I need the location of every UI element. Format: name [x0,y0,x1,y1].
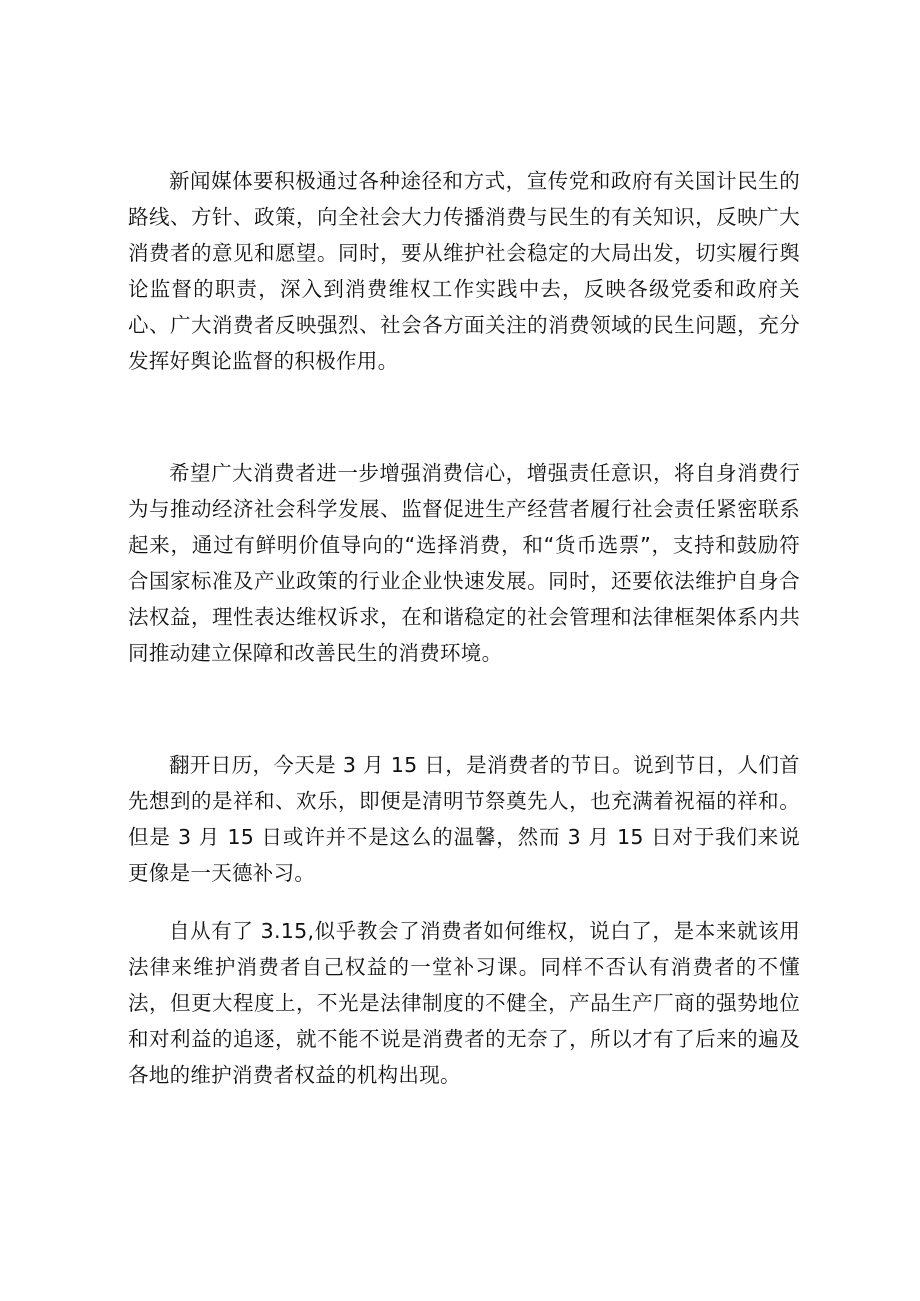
paragraph-march-15: 翻开日历，今天是 3 月 15 日，是消费者的节日。说到节日，人们首先想到的是祥和、欢乐，即便是清明节祭奠先人，也充满着祝福的祥和。但是 3 月 15 日或许并不是这么的温馨，然而 3 月 15 日对于我们来说更像是一天德补习。 [128,753,800,885]
paragraph-consumer-confidence: 希望广大消费者进一步增强消费信心，增强责任意识，将自身消费行为与推动经济社会科学发展、监督促进生产经营者履行社会责任紧密联系起来，通过有鲜明价值导向的“选择消费，和“货币选票”，支持和鼓励符合国家标准及产业政策的行业企业快速发展。同时，还要依法维护自身合法权益，理性表达维权诉求，在和谐稳定的社会管理和法律框架体系内共同推动建立保障和改善民生的消费环境。 [128,461,800,665]
paragraph-rights-protection: 自从有了 3.15,似乎教会了消费者如何维权，说白了，是本来就该用法律来维护消费者自己权益的一堂补习课。同样不否认有消费者的不懂法，但更大程度上，不光是法律制度的不健全，产品生产厂商的强势地位和对利益的追逐，就不能不说是消费者的无奈了，所以才有了后来的遍及各地的维护消费者权益的机构出现。 [128,919,800,1087]
paragraph-media-supervision: 新闻媒体要积极通过各种途径和方式，宣传党和政府有关国计民生的路线、方针、政策，向全社会大力传播消费与民生的有关知识，反映广大消费者的意见和愿望。同时，要从维护社会稳定的大局出发，切实履行舆论监督的职责，深入到消费维权工作实践中去，反映各级党委和政府关心、广大消费者反映强烈、社会各方面关注的消费领域的民生问题，充分发挥好舆论监督的积极作用。 [128,169,800,373]
